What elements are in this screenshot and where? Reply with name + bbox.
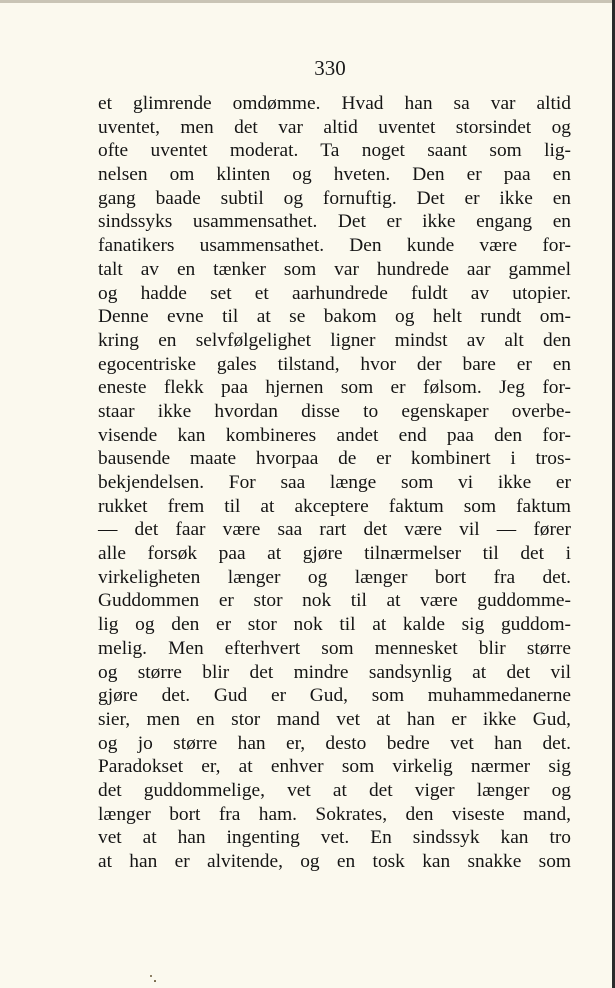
text-line: et glimrende omdømme. Hvad han sa var altid — [98, 93, 571, 114]
text-line: visende kan kombineres andet end paa den for- — [98, 424, 571, 446]
text-line: — det faar være saa rart det være vil — fører — [98, 519, 571, 541]
text-line: Denne evne til at se bakom og helt rundt om- — [98, 306, 571, 328]
text-line: nelsen om klinten og hveten. Den er paa en — [98, 164, 571, 186]
text-line: vet at han ingenting vet. En sindssyk kan tro — [98, 827, 571, 849]
text-line: lig og den er stor nok til at kalde sig guddom- — [98, 614, 571, 636]
print-speck — [154, 980, 156, 982]
text-line: fanatikers usammensathet. Den kunde være for- — [98, 235, 571, 257]
text-line: ofte uventet moderat. Ta noget saant som lig- — [98, 140, 571, 162]
text-line: uventet, men det var altid uventet storsindet og — [98, 116, 571, 138]
page-top-edge — [0, 0, 612, 3]
text-line: og større blir det mindre sandsynlig at det vil — [98, 661, 571, 683]
page-number: 330 — [314, 56, 346, 80]
text-line: bekjendelsen. For saa længe som vi ikke er — [98, 472, 571, 493]
print-speck — [150, 975, 152, 977]
text-line: staar ikke hvordan disse to egenskaper overbe- — [98, 400, 571, 422]
text-line: Guddommen er stor nok til at være guddomme- — [98, 590, 571, 612]
text-line: virkeligheten længer og længer bort fra det. — [98, 566, 571, 588]
text-line: Paradokset er, at enhver som virkelig nærmer sig — [98, 756, 571, 778]
text-line: sindssyks usammensathet. Det er ikke engang en — [98, 211, 571, 233]
text-line: talt av en tænker som var hundrede aar gammel — [98, 258, 571, 280]
text-line: længer bort fra ham. Sokrates, den viseste mand, — [98, 803, 571, 825]
body-text — [98, 92, 571, 874]
text-line: sier, men en stor mand vet at han er ikke Gud, — [98, 708, 571, 730]
text-line: kring en selvfølgelighet ligner mindst av alt den — [98, 329, 571, 351]
text-line: melig. Men efterhvert som mennesket blir større — [98, 637, 571, 659]
text-line: og jo større han er, desto bedre vet han det. — [98, 732, 571, 754]
text-line: og hadde set et aarhundrede fuldt av utopier. — [98, 282, 571, 304]
text-line: alle forsøk paa at gjøre tilnærmelser til det i — [98, 543, 571, 565]
text-line: at han er alvitende, og en tosk kan snakke som — [98, 851, 571, 872]
text-line: egocentriske gales tilstand, hvor der bare er en — [98, 353, 571, 375]
text-line: gjøre det. Gud er Gud, som muhammedanerne — [98, 685, 571, 707]
text-line: bausende maate hvorpaa de er kombinert i tros- — [98, 448, 571, 470]
text-line: det guddommelige, vet at det viger længer og — [98, 779, 571, 801]
text-line: gang baade subtil og fornuftig. Det er ikke en — [98, 187, 571, 209]
text-line: eneste flekk paa hjernen som er følsom. Jeg for- — [98, 377, 571, 399]
text-line: rukket frem til at akceptere faktum som faktum — [98, 495, 571, 517]
